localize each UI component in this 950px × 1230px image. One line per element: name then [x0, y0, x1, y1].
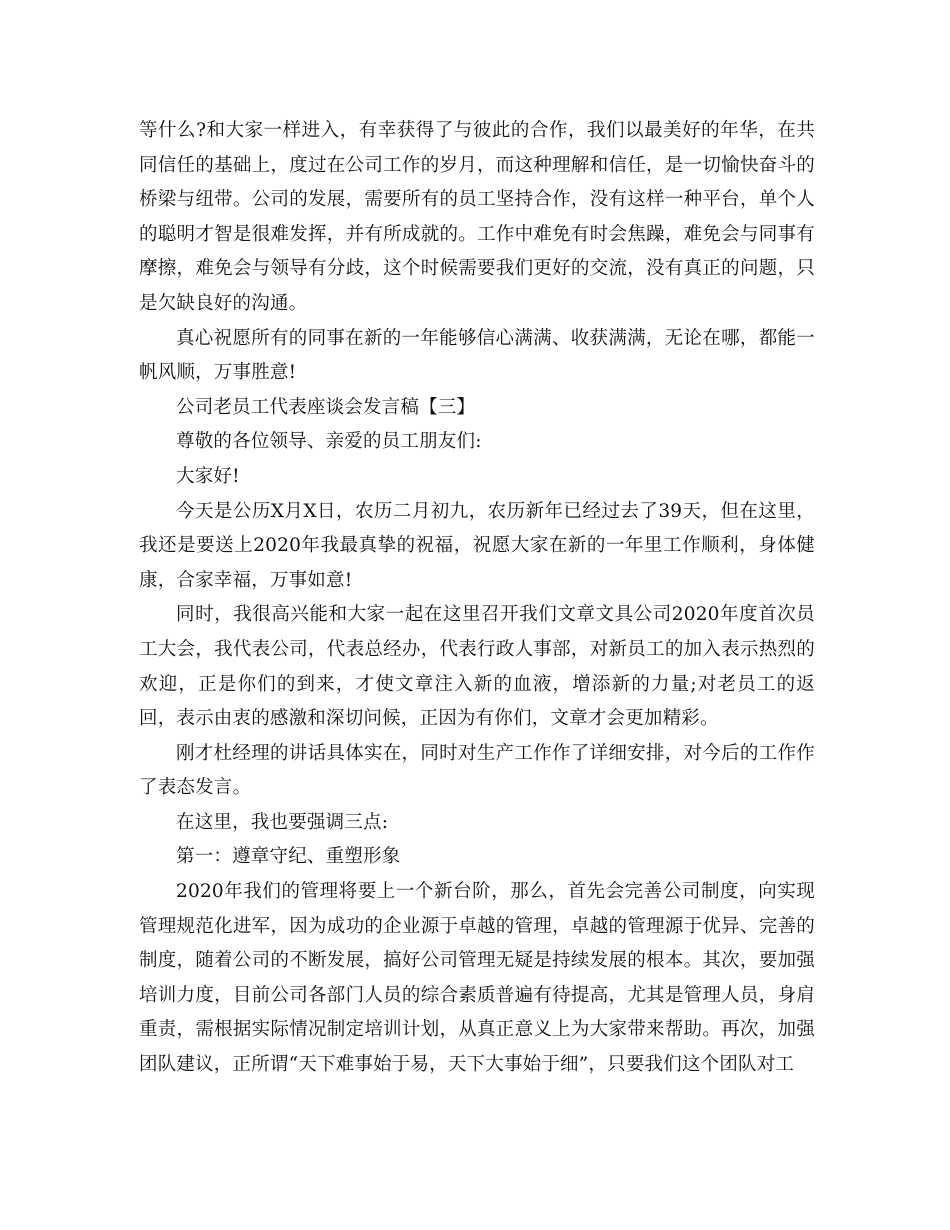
- document-body: [139, 114, 815, 1083]
- paragraph-date-wishes: 今天是公历X月X日，农历二月初九，农历新年已经过去了39天，但在这里，我还是要送上2020年我最真挚的祝福，祝愿大家在新的一年里工作顺利，身体健康，合家幸福，万事如意!: [139, 500, 815, 591]
- paragraph-management: 2020年我们的管理将要上一个新台阶，那么，首先会完善公司制度，向实现管理规范化进军，因为成功的企业源于卓越的管理，卓越的管理源于优异、完善的制度，随着公司的不断发展，搞好公司管理无疑是持续发展的根本。其次，要加强培训力度，目前公司各部门人员的综合素质普遍有待提高，尤其是管理人员，身肩重责，需根据实际情况制定培训计划，从真正意义上为大家带来帮助。再次，加强团队建议，正所谓“天下难事始于易，天下大事始于细”，只要我们这个团队对工: [139, 881, 815, 1076]
- paragraph-welcome: 同时，我很高兴能和大家一起在这里召开我们文章文具公司2020年度首次员工大会，我代表公司，代表总经办，代表行政人事部，对新员工的加入表示热烈的欢迎，正是你们的到来，才使文章注入新的血液，增添新的力量;对老员工的返回，表示由衷的感激和深切问候，正因为有你们，文章才会更加精彩。: [139, 604, 815, 730]
- salutation: 尊敬的各位领导、亲爱的员工朋友们:: [176, 431, 482, 453]
- point-one-heading: 第一：遵章守纪、重塑形象: [176, 846, 401, 868]
- paragraph-three-points: 在这里，我也要强调三点:: [176, 811, 389, 833]
- paragraph-wishes: 真心祝愿所有的同事在新的一年能够信心满满、收获满满，无论在哪，都能一帆风顺，万事胜意!: [139, 327, 815, 384]
- section-heading: 公司老员工代表座谈会发言稿【三】: [176, 396, 476, 418]
- paragraph-manager-speech: 刚才杜经理的讲话具体实在，同时对生产工作作了详细安排，对今后的工作作了表态发言。: [139, 742, 815, 799]
- paragraph-continued: 等什么?和大家一样进入，有幸获得了与彼此的合作，我们以最美好的年华，在共同信任的基础上，度过在公司工作的岁月，而这种理解和信任，是一切愉快奋斗的桥梁与纽带。公司的发展，需要所有的员工坚持合作，没有这样一种平台，单个人的聪明才智是很难发挥，并有所成就的。工作中难免有时会焦躁，难免会与同事有摩擦，难免会与领导有分歧，这个时候需要我们更好的交流，没有真正的问题，只是欠缺良好的沟通。: [139, 120, 815, 314]
- greeting: 大家好!: [176, 465, 240, 487]
